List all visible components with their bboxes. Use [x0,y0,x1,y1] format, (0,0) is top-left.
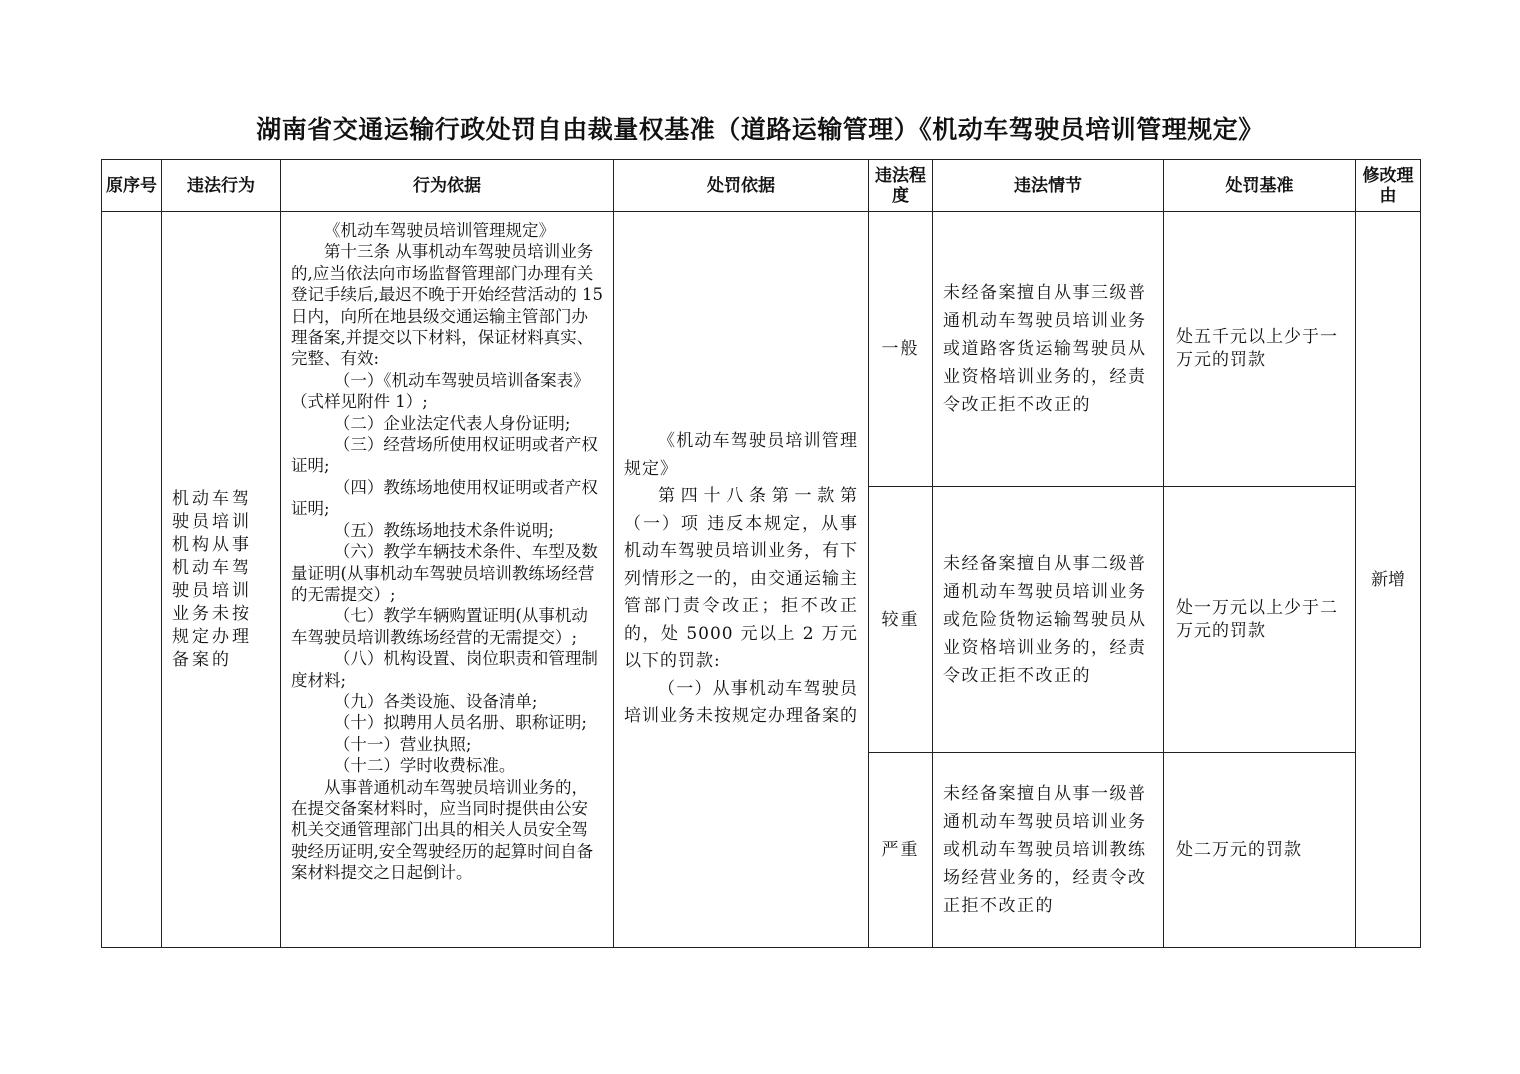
circumstance-serious: 未经备案擅自从事二级普通机动车驾驶员培训业务或危险货物运输驾驶员从业资格培训业务的，经责令改正拒不改正的 [933,487,1164,753]
penalty-basis-cell [614,212,869,948]
basis-item: （十一）营业执照; [333,734,472,754]
conduct-basis-cell [281,212,614,948]
basis-item: （六）教学车辆技术条件、车型及数量证明(从事机动车驾驶员培训教练场经营的无需提交）; [291,542,598,604]
table-row [102,212,1421,487]
degree-general: 一般 [869,212,933,487]
basis-item: （五）教练场地技术条件说明; [333,520,554,540]
basis-item: （十二）学时收费标准。 [333,756,516,776]
penalty-standard-table [101,159,1421,948]
header-circumstance: 违法情节 [933,160,1164,212]
header-penalty-basis: 处罚依据 [614,160,869,212]
basis-item: （四）教练场地使用权证明或者产权证明; [291,477,598,519]
circumstance-severe: 未经备案擅自从事一级普通机动车驾驶员培训业务或机动车驾驶员培训教练场经营业务的，经责令改正拒不改正的 [933,753,1164,948]
violation-cell: 机动车驾驶员培训机构从事机动车驾驶员培训业务未按规定办理备案的 [162,212,281,948]
basis-item: （九）各类设施、设备清单; [333,691,538,711]
degree-severe: 严重 [869,753,933,948]
basis-article: 第十三条 从事机动车驾驶员培训业务的,应当依法向市场监督管理部门办理有关登记手续后,最迟不晚于开始经营活动的 15 日内，向所在地县级交通运输主管部门办理备案,并提交以下材料，保证材料真实、完整、有效: [291,242,603,369]
penalty-item: （一）从事机动车驾驶员培训业务未按规定办理备案的 [624,678,858,727]
basis-item: （十）拟聘用人员名册、职称证明; [333,713,587,733]
header-reason: 修改理由 [1356,160,1421,212]
basis-item: （七）教学车辆购置证明(从事机动车驾驶员培训教练场经营的无需提交）; [291,606,588,647]
standard-general: 处五千元以上少于一万元的罚款 [1164,212,1356,487]
standard-severe: 处二万元的罚款 [1164,753,1356,948]
basis-item: （二）企业法定代表人身份证明; [333,413,571,433]
header-seq: 原序号 [102,160,162,212]
basis-regulation-title: 《机动车驾驶员培训管理规定》 [324,221,555,240]
header-standard: 处罚基准 [1164,160,1356,212]
penalty-regulation-title: 《机动车驾驶员培训管理规定》 [624,431,858,479]
penalty-article: 第四十八条第一款第（一）项 违反本规定，从事机动车驾驶员培训业务，有下列情形之一的，由交通运输主管部门责令改正；拒不改正的，处 5000 元以上 2 万元以下的罚款: [624,486,858,672]
reason-cell: 新增 [1356,212,1421,948]
circumstance-general: 未经备案擅自从事三级普通机动车驾驶员培训业务或道路客货运输驾驶员从业资格培训业务的，经责令改正拒不改正的 [933,212,1164,487]
header-violation: 违法行为 [162,160,281,212]
basis-item: （三）经营场所使用权证明或者产权证明; [291,435,598,476]
seq-cell [102,212,162,948]
basis-item: （一）《机动车驾驶员培训备案表》（式样见附件 1）; [291,370,590,412]
header-degree: 违法程度 [869,160,933,212]
header-basis: 行为依据 [281,160,614,212]
table-header-row [102,160,1421,212]
degree-serious: 较重 [869,487,933,753]
basis-closing: 从事普通机动车驾驶员培训业务的，在提交备案材料时，应当同时提供由公安机关交通管理部门出具的相关人员安全驾驶经历证明,安全驾驶经历的起算时间自备案材料提交之日起倒计。 [291,777,594,883]
standard-serious: 处一万元以上少于二万元的罚款 [1164,487,1356,753]
document-title: 湖南省交通运输行政处罚自由裁量权基准（道路运输管理）《机动车驾驶员培训管理规定》 [256,115,1264,144]
basis-item: （八）机构设置、岗位职责和管理制度材料; [291,649,598,690]
